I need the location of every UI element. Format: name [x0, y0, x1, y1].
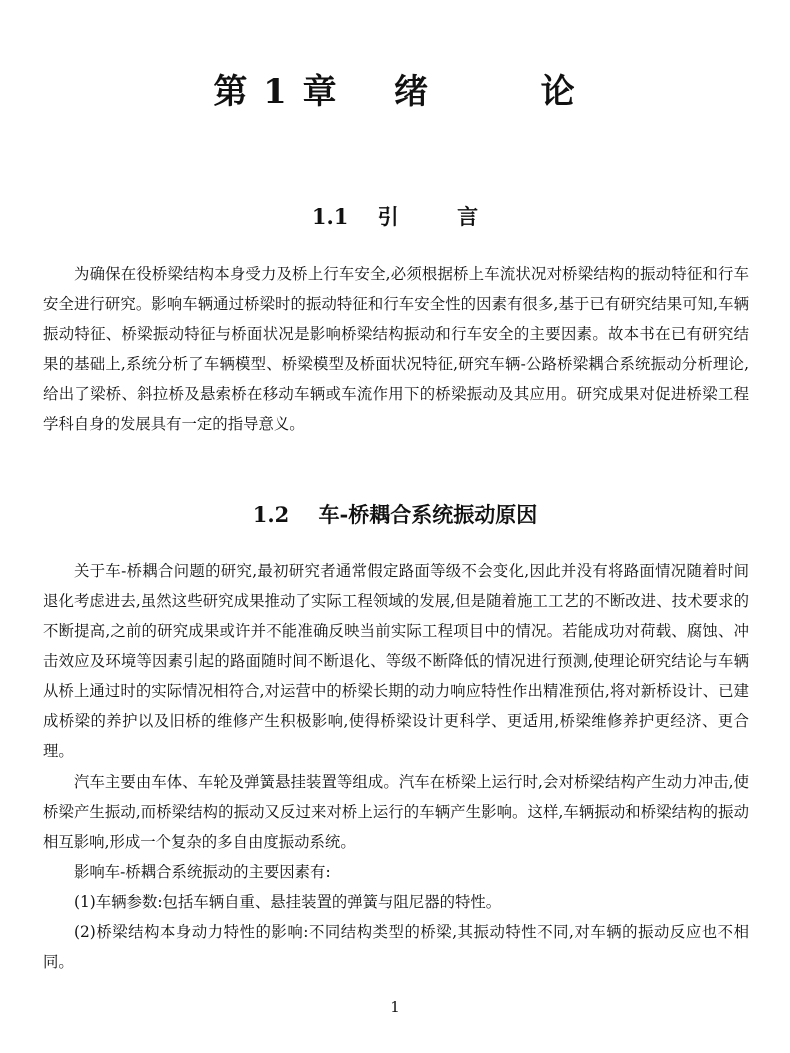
page-number: 1 [390, 998, 400, 1016]
paragraph-introduction: 为确保在役桥梁结构本身受力及桥上行车安全,必须根据桥上车流状况对桥梁结构的振动特征和行车安全进行研究。影响车辆通过桥梁时的振动特征和行车安全性的因素有很多,基于已有研究结果可知,车辆振动特征、桥梁振动特征与桥面状况是影响桥梁结构振动和行车安全的主要因素。故本书在已有研究结果的基础上,系统分析了车辆模型、桥梁模型及桥面状况特征,研究车辆-公路桥梁耦合系统振动分析理论,给出了梁桥、斜拉桥及悬索桥在移动车辆或车流作用下的桥梁振动及其应用。研究成果对促进桥梁工程学科自身的发展具有一定的指导意义。 [43, 265, 749, 433]
section-title-1-2: 1.2 车-桥耦合系统振动原因 [252, 502, 538, 527]
paragraph-main-factors-intro: 影响车-桥耦合系统振动的主要因素有: [74, 863, 331, 881]
list-item-vehicle-parameters: (1)车辆参数:包括车辆自重、悬挂装置的弹簧与阻尼器的特性。 [74, 893, 502, 911]
chapter-title: 第 1 章 绪 论 [213, 72, 577, 112]
section-title-1-1: 1.1 引 言 [311, 204, 479, 229]
paragraph-research-background: 关于车-桥耦合问题的研究,最初研究者通常假定路面等级不会变化,因此并没有将路面情况随着时间退化考虑进去,虽然这些研究成果推动了实际工程领域的发展,但是随着施工工艺的不断改进、技术要求的不断提高,之前的研究成果或许并不能准确反映当前实际工程项目中的情况。若能成功对荷载、腐蚀、冲击效应及环境等因素引起的路面随时间不断退化、等级不断降低的情况进行预测,使理论研究结论与车辆从桥上通过时的实际情况相符合,对运营中的桥梁长期的动力响应特性作出精准预估,将对新桥设计、已建成桥梁的养护以及旧桥的维修产生积极影响,使得桥梁设计更科学、更适用,桥梁维修养护更经济、更合理。 [43, 562, 749, 760]
list-item-bridge-dynamics: (2)桥梁结构本身动力特性的影响:不同结构类型的桥梁,其振动特性不同,对车辆的振动反应也不相同。 [43, 923, 749, 971]
paragraph-vehicle-bridge-interaction: 汽车主要由车体、车轮及弹簧悬挂装置等组成。汽车在桥梁上运行时,会对桥梁结构产生动力冲击,使桥梁产生振动,而桥梁结构的振动又反过来对桥上运行的车辆产生影响。这样,车辆振动和桥梁结构的振动相互影响,形成一个复杂的多自由度振动系统。 [43, 773, 749, 851]
